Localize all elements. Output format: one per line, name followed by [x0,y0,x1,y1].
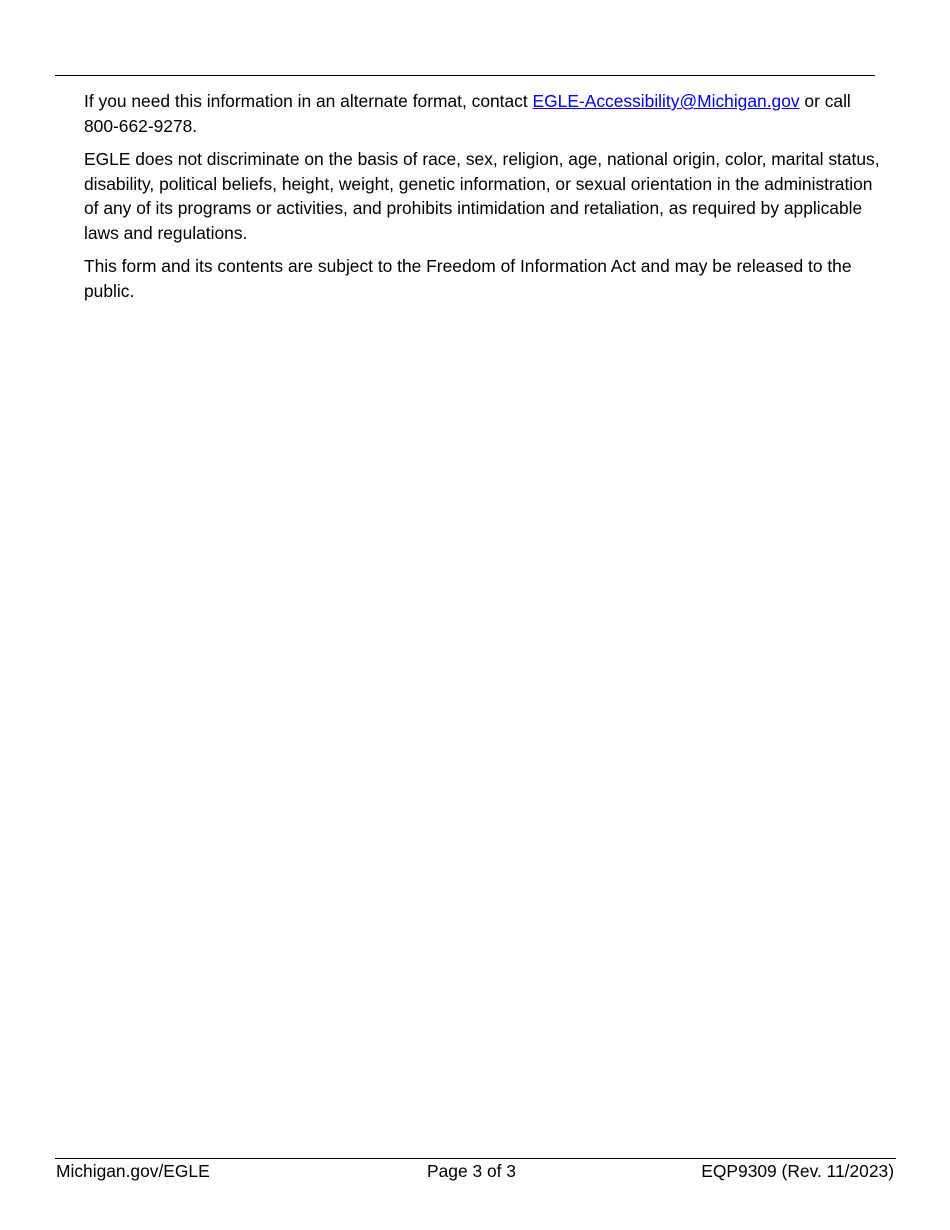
footer-page-number: Page 3 of 3 [427,1161,516,1181]
accessibility-prefix: If you need this information in an alternate format, contact [84,91,533,111]
top-divider [55,75,875,76]
foia-statement: This form and its contents are subject to the Freedom of Information Act and may be released to the public. [84,256,852,301]
document-body [84,89,884,312]
footer-website: Michigan.gov/EGLE [56,1161,210,1181]
accessibility-email-link[interactable]: EGLE-Accessibility@Michigan.gov [532,91,800,111]
accessibility-suffix: or call 800-662-9278. [84,91,851,136]
footer-form-id: EQP9309 (Rev. 11/2023) [701,1161,894,1181]
nondiscrimination-statement: EGLE does not discriminate on the basis of race, sex, religion, age, national origin, color, marital status, disability, political beliefs, height, weight, genetic information, or sexual orientation in the administration of any of its programs or activities, and prohibits intimidation and retaliation, as required by applicable laws and regulations. [84,149,880,243]
footer-divider [55,1158,896,1159]
accessibility-notice [84,89,884,138]
